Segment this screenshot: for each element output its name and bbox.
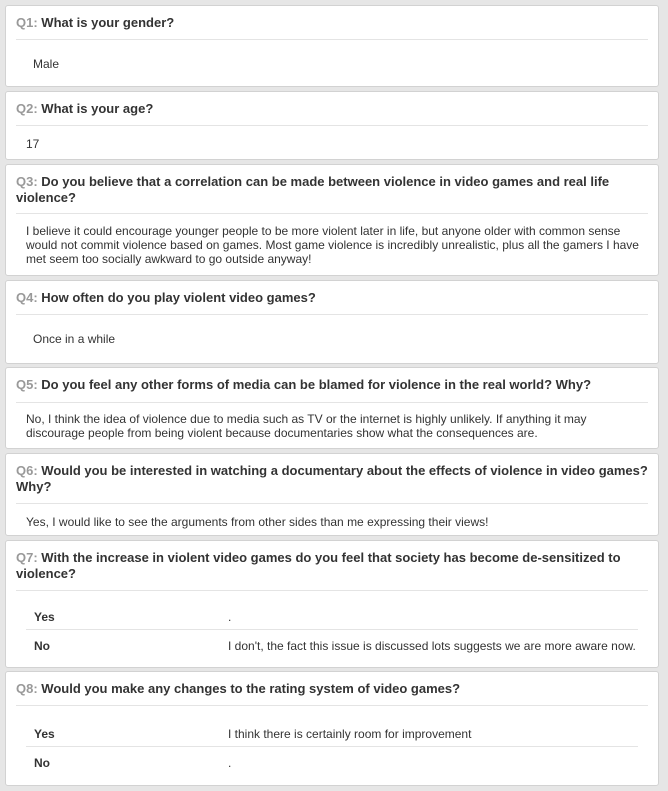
- option-label: No: [34, 756, 50, 770]
- divider: [16, 213, 648, 214]
- option-comment: I think there is certainly room for improvement: [228, 727, 472, 741]
- option-comment: I don't, the fact this issue is discussed lots suggests we are more aware now.: [228, 639, 636, 653]
- divider: [16, 402, 648, 403]
- option-row-yes: [26, 602, 638, 630]
- option-label: Yes: [34, 727, 55, 741]
- question-number: Q5:: [16, 377, 38, 392]
- answer-text: No, I think the idea of violence due to media such as TV or the internet is highly unlikely. If anything it may discourage people from being violent because documentaries show what the consequences are.: [26, 412, 587, 440]
- divider: [16, 590, 648, 591]
- question-card-q3: [5, 164, 659, 276]
- question-text: Would you make any changes to the rating system of video games?: [41, 681, 461, 696]
- question-card-q8: [5, 671, 659, 786]
- question-number: Q7:: [16, 550, 38, 565]
- divider: [16, 503, 648, 504]
- divider: [16, 314, 648, 315]
- question-number: Q3:: [16, 174, 38, 189]
- question-text: What is your gender?: [41, 15, 175, 30]
- divider: [16, 705, 648, 706]
- option-row-no: [26, 748, 638, 776]
- answer-text: Once in a while: [33, 332, 116, 346]
- answer-text: Male: [33, 57, 60, 71]
- answer-text: I believe it could encourage younger people to be more violent later in life, but anyone older with common sense would not commit violence based on games. Most game violence is incredibly unrealistic, plus all the gamers I have met seem too socially awkward to go outside anyway!: [26, 224, 639, 266]
- question-header: [6, 92, 658, 117]
- option-label: Yes: [34, 610, 55, 624]
- question-card-q2: [5, 91, 659, 160]
- question-number: Q2:: [16, 101, 38, 116]
- question-header: [6, 368, 658, 393]
- question-text: Do you feel any other forms of media can be blamed for violence in the real world? Why?: [41, 377, 592, 392]
- answer-text: 17: [26, 137, 40, 151]
- option-label: No: [34, 639, 50, 653]
- divider: [16, 125, 648, 126]
- question-header: [6, 541, 658, 582]
- question-text: What is your age?: [41, 101, 154, 116]
- row-divider: [26, 629, 638, 630]
- option-comment: .: [228, 610, 232, 624]
- question-header: [6, 6, 658, 31]
- option-row-yes: [26, 719, 638, 747]
- question-header: [6, 454, 658, 495]
- option-row-no: [26, 631, 638, 659]
- question-text: With the increase in violent video games do you feel that society has become de-sensitized to violence?: [16, 550, 621, 581]
- question-number: Q4:: [16, 290, 38, 305]
- question-card-q1: [5, 5, 659, 87]
- question-number: Q1:: [16, 15, 38, 30]
- question-text: Do you believe that a correlation can be made between violence in video games and real life violence?: [16, 174, 610, 205]
- question-header: [6, 281, 658, 306]
- question-number: Q6:: [16, 463, 38, 478]
- question-card-q5: [5, 367, 659, 449]
- answer-text: Yes, I would like to see the arguments from other sides than me expressing their views!: [26, 515, 489, 529]
- question-number: Q8:: [16, 681, 38, 696]
- option-comment: .: [228, 756, 232, 770]
- question-text: Would you be interested in watching a documentary about the effects of violence in video games? Why?: [16, 463, 648, 494]
- question-card-q6: [5, 453, 659, 536]
- question-text: How often do you play violent video games?: [41, 290, 316, 305]
- question-card-q4: [5, 280, 659, 364]
- row-divider: [26, 746, 638, 747]
- divider: [16, 39, 648, 40]
- question-card-q7: [5, 540, 659, 668]
- question-header: [6, 672, 658, 697]
- question-header: [6, 165, 658, 206]
